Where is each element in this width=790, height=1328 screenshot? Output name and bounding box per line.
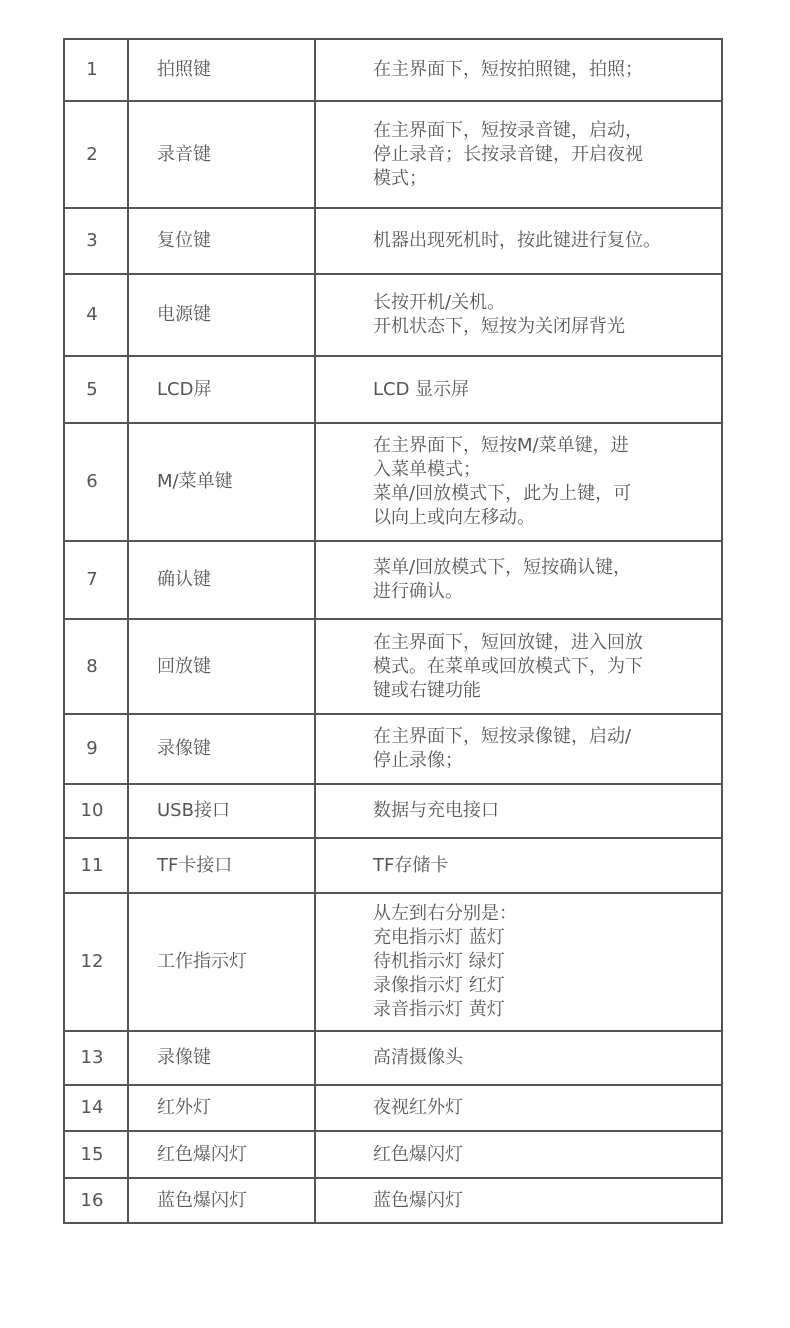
description-line: 在主界面下，短按录音键，启动， [373, 119, 643, 141]
row-number: 3 [64, 208, 128, 274]
component-name: LCD屏 [128, 356, 315, 423]
component-description [315, 541, 722, 619]
row-number: 8 [64, 619, 128, 714]
description-line: 入菜单模式； [373, 459, 481, 480]
component-description [315, 1178, 722, 1223]
component-name: M/菜单键 [128, 423, 315, 541]
component-name: 录像键 [128, 714, 315, 784]
component-name: 复位键 [128, 208, 315, 274]
component-description [315, 423, 722, 541]
table-row [64, 101, 722, 208]
component-name: 确认键 [128, 541, 315, 619]
table-row [64, 356, 722, 423]
table-row [64, 1085, 722, 1131]
description-line: 模式； [373, 167, 427, 189]
description-line: 菜单/回放模式下，短按确认键， [373, 557, 632, 578]
table-row [64, 838, 722, 893]
description-line: 机器出现死机时，按此键进行复位。 [373, 230, 661, 251]
row-number: 10 [64, 784, 128, 838]
row-number: 14 [64, 1085, 128, 1131]
table-row [64, 274, 722, 356]
component-description [315, 356, 722, 423]
description-line: 充电指示灯 蓝灯 [373, 927, 505, 948]
component-name: 回放键 [128, 619, 315, 714]
description-line: 键或右键功能 [373, 679, 481, 701]
row-number: 15 [64, 1131, 128, 1178]
component-name: USB接口 [128, 784, 315, 838]
description-line: 蓝色爆闪灯 [373, 1189, 463, 1211]
description-line: 进行确认。 [373, 581, 463, 602]
description-line: 待机指示灯 绿灯 [373, 951, 505, 972]
component-description [315, 1131, 722, 1178]
table-row [64, 423, 722, 541]
row-number: 5 [64, 356, 128, 423]
table-row [64, 208, 722, 274]
table-row [64, 39, 722, 101]
row-number: 4 [64, 274, 128, 356]
description-line: 模式。在菜单或回放模式下，为下 [373, 655, 643, 677]
component-name: 拍照键 [128, 39, 315, 101]
component-description [315, 274, 722, 356]
component-description [315, 101, 722, 208]
description-line: 在主界面下，短回放键，进入回放 [373, 631, 643, 653]
description-line: 录像指示灯 红灯 [373, 975, 505, 996]
description-line: LCD 显示屏 [373, 378, 470, 400]
component-description [315, 619, 722, 714]
component-description [315, 784, 722, 838]
table-row [64, 893, 722, 1031]
description-line: 停止录音；长按录音键，开启夜视 [373, 143, 643, 165]
table-row [64, 541, 722, 619]
description-line: 停止录像； [373, 750, 463, 771]
component-description [315, 893, 722, 1031]
description-line: 长按开机/关机。 [373, 292, 506, 313]
component-name: 工作指示灯 [128, 893, 315, 1031]
description-line: 录音指示灯 黄灯 [373, 999, 505, 1020]
component-name: 电源键 [128, 274, 315, 356]
table-row [64, 714, 722, 784]
component-description [315, 1031, 722, 1085]
description-line: 在主界面下，短按M/菜单键，进 [373, 435, 629, 456]
row-number: 11 [64, 838, 128, 893]
description-line: 夜视红外灯 [373, 1097, 463, 1118]
component-name: TF卡接口 [128, 838, 315, 893]
component-description [315, 838, 722, 893]
component-name: 红外灯 [128, 1085, 315, 1131]
component-description [315, 208, 722, 274]
description-line: 菜单/回放模式下，此为上键，可 [373, 483, 632, 504]
table-row [64, 1178, 722, 1223]
component-name: 红色爆闪灯 [128, 1131, 315, 1178]
component-name: 录音键 [128, 101, 315, 208]
description-line: 从左到右分别是： [373, 903, 517, 924]
table-row [64, 619, 722, 714]
component-description [315, 39, 722, 101]
row-number: 16 [64, 1178, 128, 1223]
row-number: 7 [64, 541, 128, 619]
table-row [64, 1031, 722, 1085]
description-line: 高清摄像头 [373, 1047, 463, 1068]
component-description [315, 1085, 722, 1131]
row-number: 9 [64, 714, 128, 784]
description-line: 在主界面下，短按拍照键，拍照； [373, 59, 643, 80]
description-line: 以向上或向左移动。 [373, 507, 535, 528]
description-line: TF存储卡 [373, 854, 449, 876]
component-description [315, 714, 722, 784]
table-row [64, 784, 722, 838]
description-line: 红色爆闪灯 [373, 1143, 463, 1165]
row-number: 13 [64, 1031, 128, 1085]
description-line: 数据与充电接口 [373, 800, 499, 821]
row-number: 12 [64, 893, 128, 1031]
component-name: 蓝色爆闪灯 [128, 1178, 315, 1223]
row-number: 2 [64, 101, 128, 208]
table-row [64, 1131, 722, 1178]
description-line: 开机状态下，短按为关闭屏背光 [373, 316, 625, 337]
row-number: 1 [64, 39, 128, 101]
button-function-table [63, 38, 723, 1224]
component-name: 录像键 [128, 1031, 315, 1085]
row-number: 6 [64, 423, 128, 541]
description-line: 在主界面下，短按录像键，启动/ [373, 726, 632, 747]
